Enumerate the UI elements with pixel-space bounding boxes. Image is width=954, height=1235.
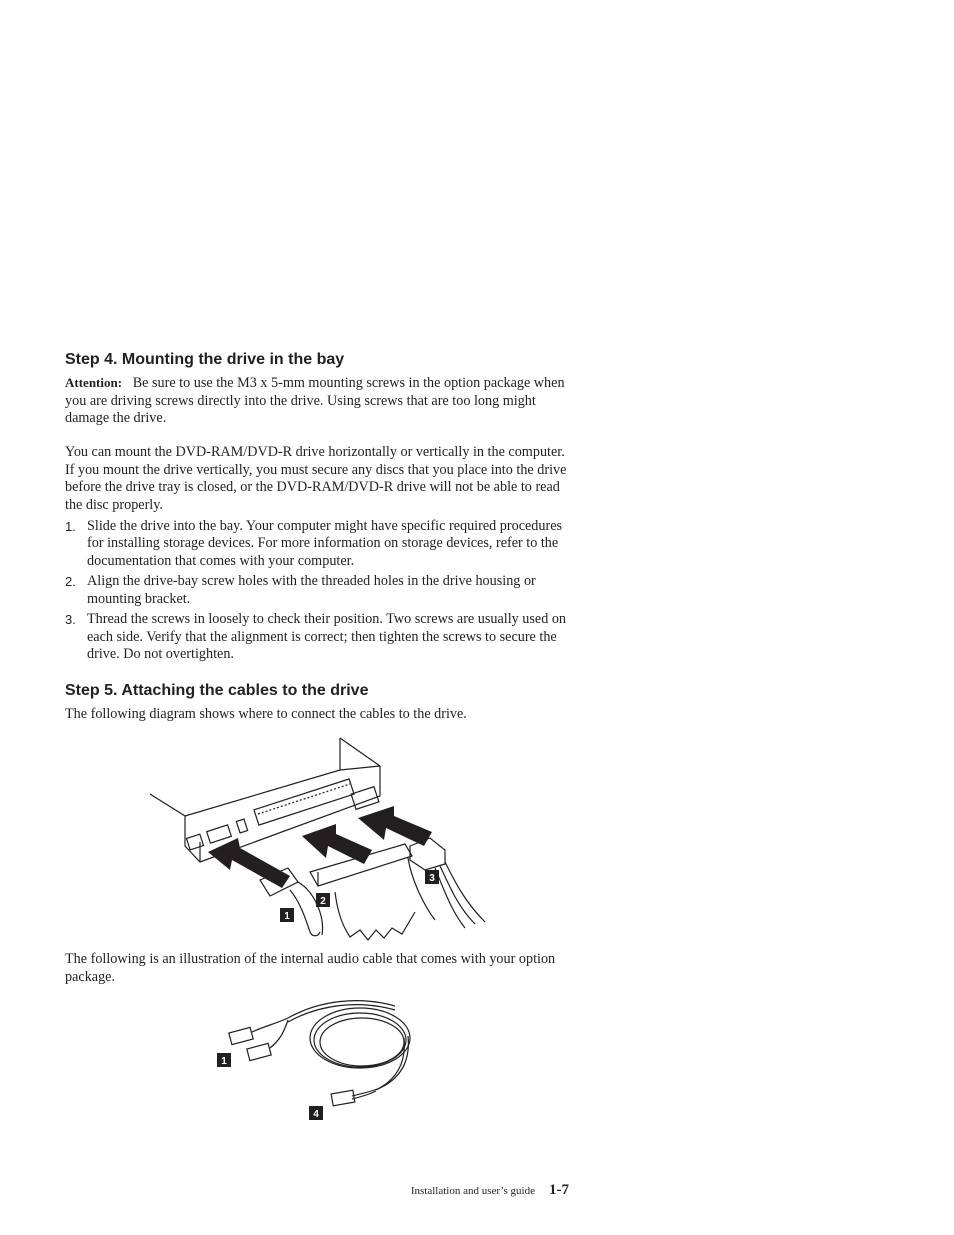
mounting-steps (65, 518, 573, 667)
footer-label: Installation and user’s guide (410, 1185, 535, 1197)
step4-heading: Step 4. Mounting the drive in the bay (65, 351, 345, 368)
page-number: 1-7 (549, 1182, 569, 1198)
callout-label: 1 (221, 1056, 227, 1067)
audio-cable-illustration (210, 996, 420, 1124)
list-item: 3. Thread the screws in loosely to check their position. Two screws are usually used on each side. Verify that the alignment is correct; then tighten the screws to secure the drive. Do not overtighten. (65, 611, 567, 663)
callout-label: 1 (284, 911, 290, 922)
attention-paragraph (65, 374, 573, 428)
callout-label: 4 (313, 1109, 319, 1120)
callout-label: 3 (429, 873, 435, 884)
step5-heading: Step 5. Attaching the cables to the drive (65, 682, 369, 699)
callout-label: 2 (320, 896, 326, 907)
mounting-intro: You can mount the DVD-RAM/DVD-R drive horizontally or vertically in the computer. If you mount the drive vertically, you must secure any discs that you place into the drive before the drive tray is closed, or the DVD-RAM/DVD-R drive will not be able to read the disc properly. (65, 444, 567, 513)
page-footer (411, 1181, 569, 1199)
diagram-intro: The following diagram shows where to connect the cables to the drive. (65, 706, 467, 722)
attention-label: Attention: (65, 375, 123, 390)
list-item: 2. Align the drive-bay screw holes with the threaded holes in the drive housing or mounting bracket. (65, 573, 536, 607)
cable-intro: The following is an illustration of the internal audio cable that comes with your option package. (65, 951, 556, 985)
drive-cable-diagram (140, 732, 500, 947)
list-item: 1. Slide the drive into the bay. Your computer might have specific required procedures for installing storage devices. For more information on storage devices, refer to the documentation that comes with your computer. (65, 518, 563, 569)
attention-text: Be sure to use the M3 x 5-mm mounting screws in the option package when you are driving screws directly into the drive. Using screws that are too long might damage the drive. (65, 375, 565, 426)
